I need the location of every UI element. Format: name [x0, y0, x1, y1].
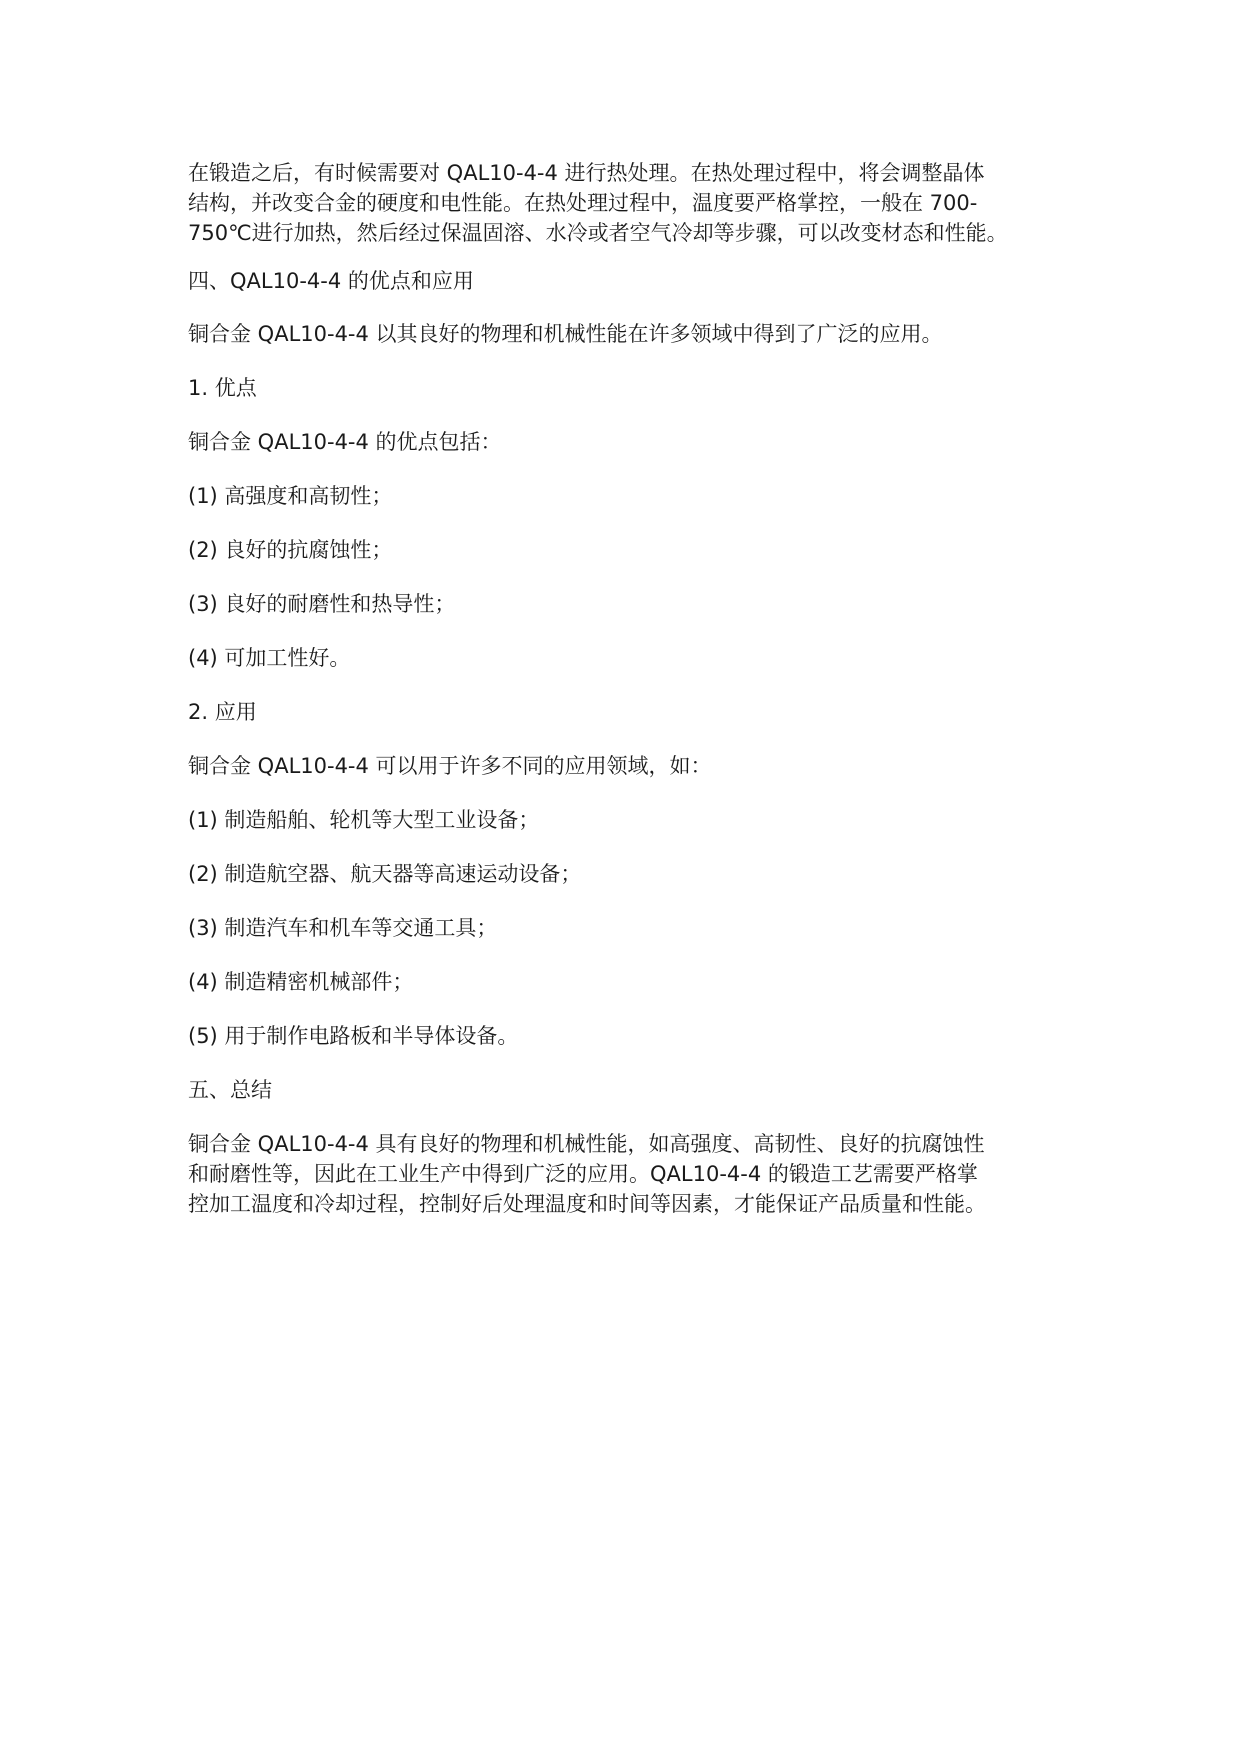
intro-paragraph	[188, 158, 1008, 248]
paragraph-line: 750℃进行加热，然后经过保温固溶、水冷或者空气冷却等步骤，可以改变材态和性能。	[188, 221, 1008, 245]
advantage-item: (2) 良好的抗腐蚀性；	[188, 538, 393, 562]
section-heading-4: 四、QAL10-4-4 的优点和应用	[188, 269, 474, 293]
subheading-applications: 2. 应用	[188, 700, 257, 724]
summary-paragraph	[188, 1129, 986, 1219]
paragraph-line: 铜合金 QAL10-4-4 具有良好的物理和机械性能，如高强度、高韧性、良好的抗腐蚀性	[188, 1132, 985, 1156]
paragraph-line: 在锻造之后，有时候需要对 QAL10-4-4 进行热处理。在热处理过程中，将会调整晶体	[188, 161, 985, 185]
section-4-intro: 铜合金 QAL10-4-4 以其良好的物理和机械性能在许多领域中得到了广泛的应用。	[188, 322, 943, 346]
application-item: (5) 用于制作电路板和半导体设备。	[188, 1024, 519, 1048]
paragraph-line: 控加工温度和冷却过程，控制好后处理温度和时间等因素，才能保证产品质量和性能。	[188, 1192, 986, 1216]
paragraph-line: 和耐磨性等，因此在工业生产中得到广泛的应用。QAL10-4-4 的锻造工艺需要严格掌	[188, 1162, 978, 1186]
paragraph-line: 结构，并改变合金的硬度和电性能。在热处理过程中，温度要严格掌控，一般在 700-	[188, 191, 978, 215]
application-item: (1) 制造船舶、轮机等大型工业设备；	[188, 808, 540, 832]
advantage-item: (3) 良好的耐磨性和热导性；	[188, 592, 456, 616]
applications-intro: 铜合金 QAL10-4-4 可以用于许多不同的应用领域，如：	[188, 754, 712, 778]
application-item: (3) 制造汽车和机车等交通工具；	[188, 916, 498, 940]
advantage-item: (4) 可加工性好。	[188, 646, 351, 670]
application-item: (2) 制造航空器、航天器等高速运动设备；	[188, 862, 582, 886]
application-item: (4) 制造精密机械部件；	[188, 970, 414, 994]
section-heading-5: 五、总结	[188, 1078, 272, 1102]
advantages-intro: 铜合金 QAL10-4-4 的优点包括：	[188, 430, 502, 454]
advantage-item: (1) 高强度和高韧性；	[188, 484, 393, 508]
subheading-advantages: 1. 优点	[188, 376, 257, 400]
